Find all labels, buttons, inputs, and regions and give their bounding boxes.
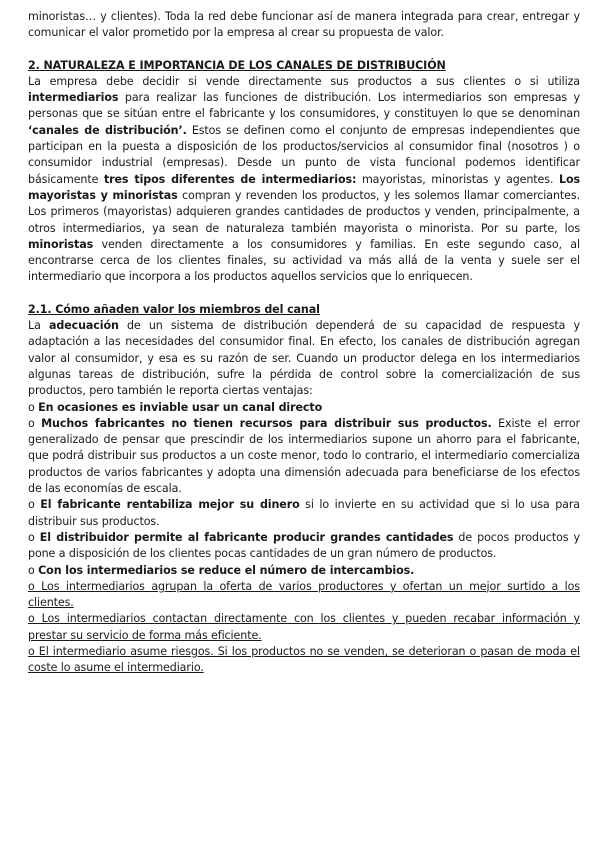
spacer: [28, 286, 580, 302]
section-2-heading: 2. NATURALEZA E IMPORTANCIA DE LOS CANALES DE DISTRIBUCIÓN: [28, 58, 446, 72]
list-item: o En ocasiones es inviable usar un canal directo: [28, 400, 323, 414]
section-2-paragraph: La empresa debe decidir si vende directamente sus productos a sus clientes o si utiliza intermediarios para realizar las funciones de distribución. Los intermediarios son empresas y personas que se sitúan entre el fabricante y los consumidores, y constituyen lo que se denominan ‘canales de distribución’. Estos se definen como el conjunto de empresas independientes que participan en la puesta a disposición de los productos/servicios al consumidor final (nosotros ) o consumidor industrial (empresas). Desde un punto de vista funcional podemos identificar básicamente tres tipos diferentes de intermediarios: mayoristas, minoristas y agentes. Los mayoristas y minoristas compran y revenden los productos, y les solemos llamar comerciantes. Los primeros (mayoristas) adquieren grandes cantidades de productos y venden, principalmente, a otros intermediarios, ya sean de naturaleza también mayorista o minorista. Por su parte, los minoristas venden directamente a los consumidores y familias. En este segundo caso, al encontrarse cerca de los clientes finales, su actividad va más allá de la venta y suele ser el intermediario que incorpora a los productos aquellos servicios que lo enriquecen.: [28, 74, 580, 284]
list-item: o El fabricante rentabiliza mejor su dinero si lo invierte en su actividad que si lo usa para distribuir sus productos.: [28, 498, 580, 528]
list-item: o Los intermediarios agrupan la oferta de varios productores y ofertan un mejor surtido a los clientes.: [28, 579, 580, 610]
list-item: o Muchos fabricantes no tienen recursos para distribuir sus productos. Existe el error generalizado de pensar que prescindir de los intermediarios supone un ahorro para el fabricante, que podrá distribuir sus productos a un coste menor, todo lo contrario, el intermediario comercializa productos de varios fabricantes y adopta una dimensión adecuada para beneficiarse de los efectos de las economías de escala.: [28, 416, 580, 496]
document-body: [28, 9, 580, 677]
bullet-symbol: o: [28, 416, 35, 430]
intro-paragraph: minoristas… y clientes). Toda la red debe funcionar así de manera integrada para crear, entregar y comunicar el valor prometido por la empresa al crear su propuesta de valor.: [28, 10, 580, 40]
bullet-symbol: o: [28, 563, 35, 577]
bullet-symbol: o: [28, 400, 35, 414]
list-item: o El distribuidor permite al fabricante producir grandes cantidades de pocos productos y pone a disposición de los clientes pocas cantidades de un gran número de productos.: [28, 530, 580, 561]
section-2-1-paragraph: La adecuación de un sistema de distribución dependerá de su capacidad de respuesta y adaptación a las necesidades del consumidor final. En efecto, los canales de distribución agregan valor al consumidor, y esa es su razón de ser. Cuando un productor delega en los intermediarios algunas tareas de distribución, sufre la pérdida de control sobre la comercialización de sus productos, pero también le reporta ciertas ventajas:: [28, 319, 580, 398]
list-item: o Con los intermediarios se reduce el número de intercambios.: [28, 563, 415, 577]
bullet-symbol: o: [28, 498, 35, 512]
list-item: o Los intermediarios contactan directamente con los clientes y pueden recabar información y prestar su servicio de forma más eficiente.: [28, 612, 580, 642]
bullet-symbol: o: [28, 530, 35, 544]
section-2-1-heading: 2.1. Cómo añaden valor los miembros del canal: [28, 302, 320, 316]
list-item: o El intermediario asume riesgos. Si los productos no se venden, se deterioran o pasan de moda el coste lo asume el intermediario.: [28, 644, 580, 675]
spacer: [28, 42, 580, 58]
